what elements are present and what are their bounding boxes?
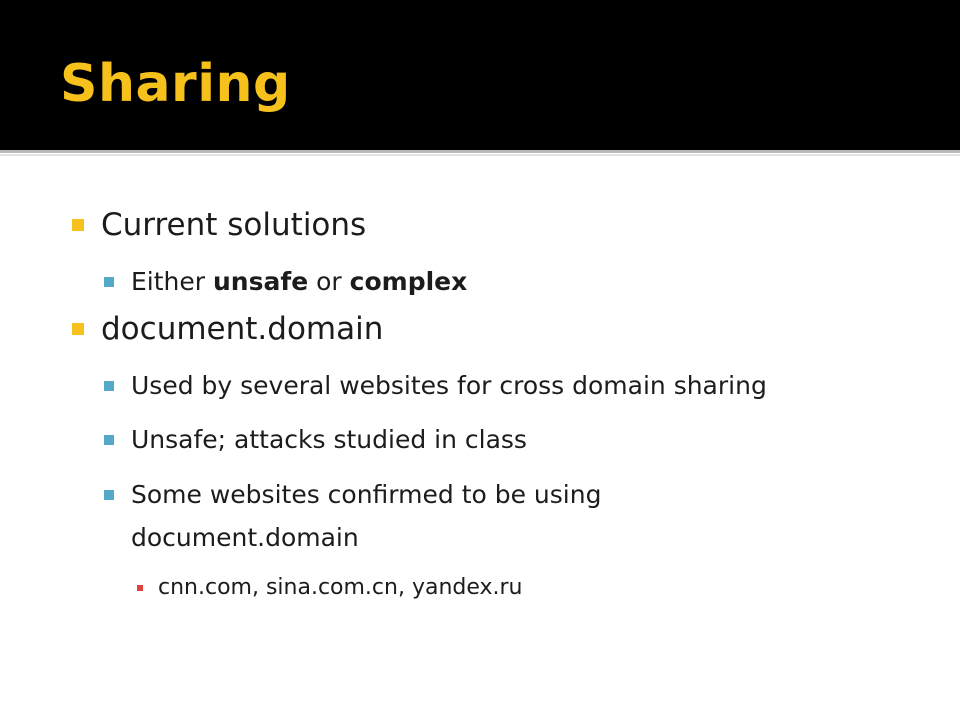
bullet-text: Current solutions: [101, 207, 367, 243]
bullet-text: cnn.com, sina.com.cn, yandex.ru: [158, 575, 523, 600]
bullet-text: document.domain: [101, 311, 384, 347]
square-bullet-icon: [137, 585, 143, 591]
text-prefix: Either: [131, 267, 213, 296]
text-middle: or: [308, 267, 350, 296]
square-bullet-icon: [104, 490, 114, 500]
text-bold-complex: complex: [349, 267, 468, 296]
square-bullet-icon: [72, 219, 84, 231]
bullet-text: Unsafe; attacks studied in class: [131, 425, 527, 454]
text-bold-unsafe: unsafe: [213, 267, 309, 296]
title-bar: [0, 0, 960, 150]
bullet-text-line-2: document.domain: [131, 523, 359, 552]
slide-title: Sharing: [60, 54, 291, 114]
bullet-text-line-1: Some websites confirmed to be using: [131, 480, 602, 509]
square-bullet-icon: [104, 277, 114, 287]
square-bullet-icon: [104, 435, 114, 445]
title-divider: [0, 150, 960, 153]
square-bullet-icon: [104, 381, 114, 391]
square-bullet-icon: [72, 323, 84, 335]
bullet-text: [131, 260, 467, 304]
title-divider-secondary: [0, 154, 960, 156]
bullet-text: Used by several websites for cross domain sharing: [131, 371, 767, 400]
